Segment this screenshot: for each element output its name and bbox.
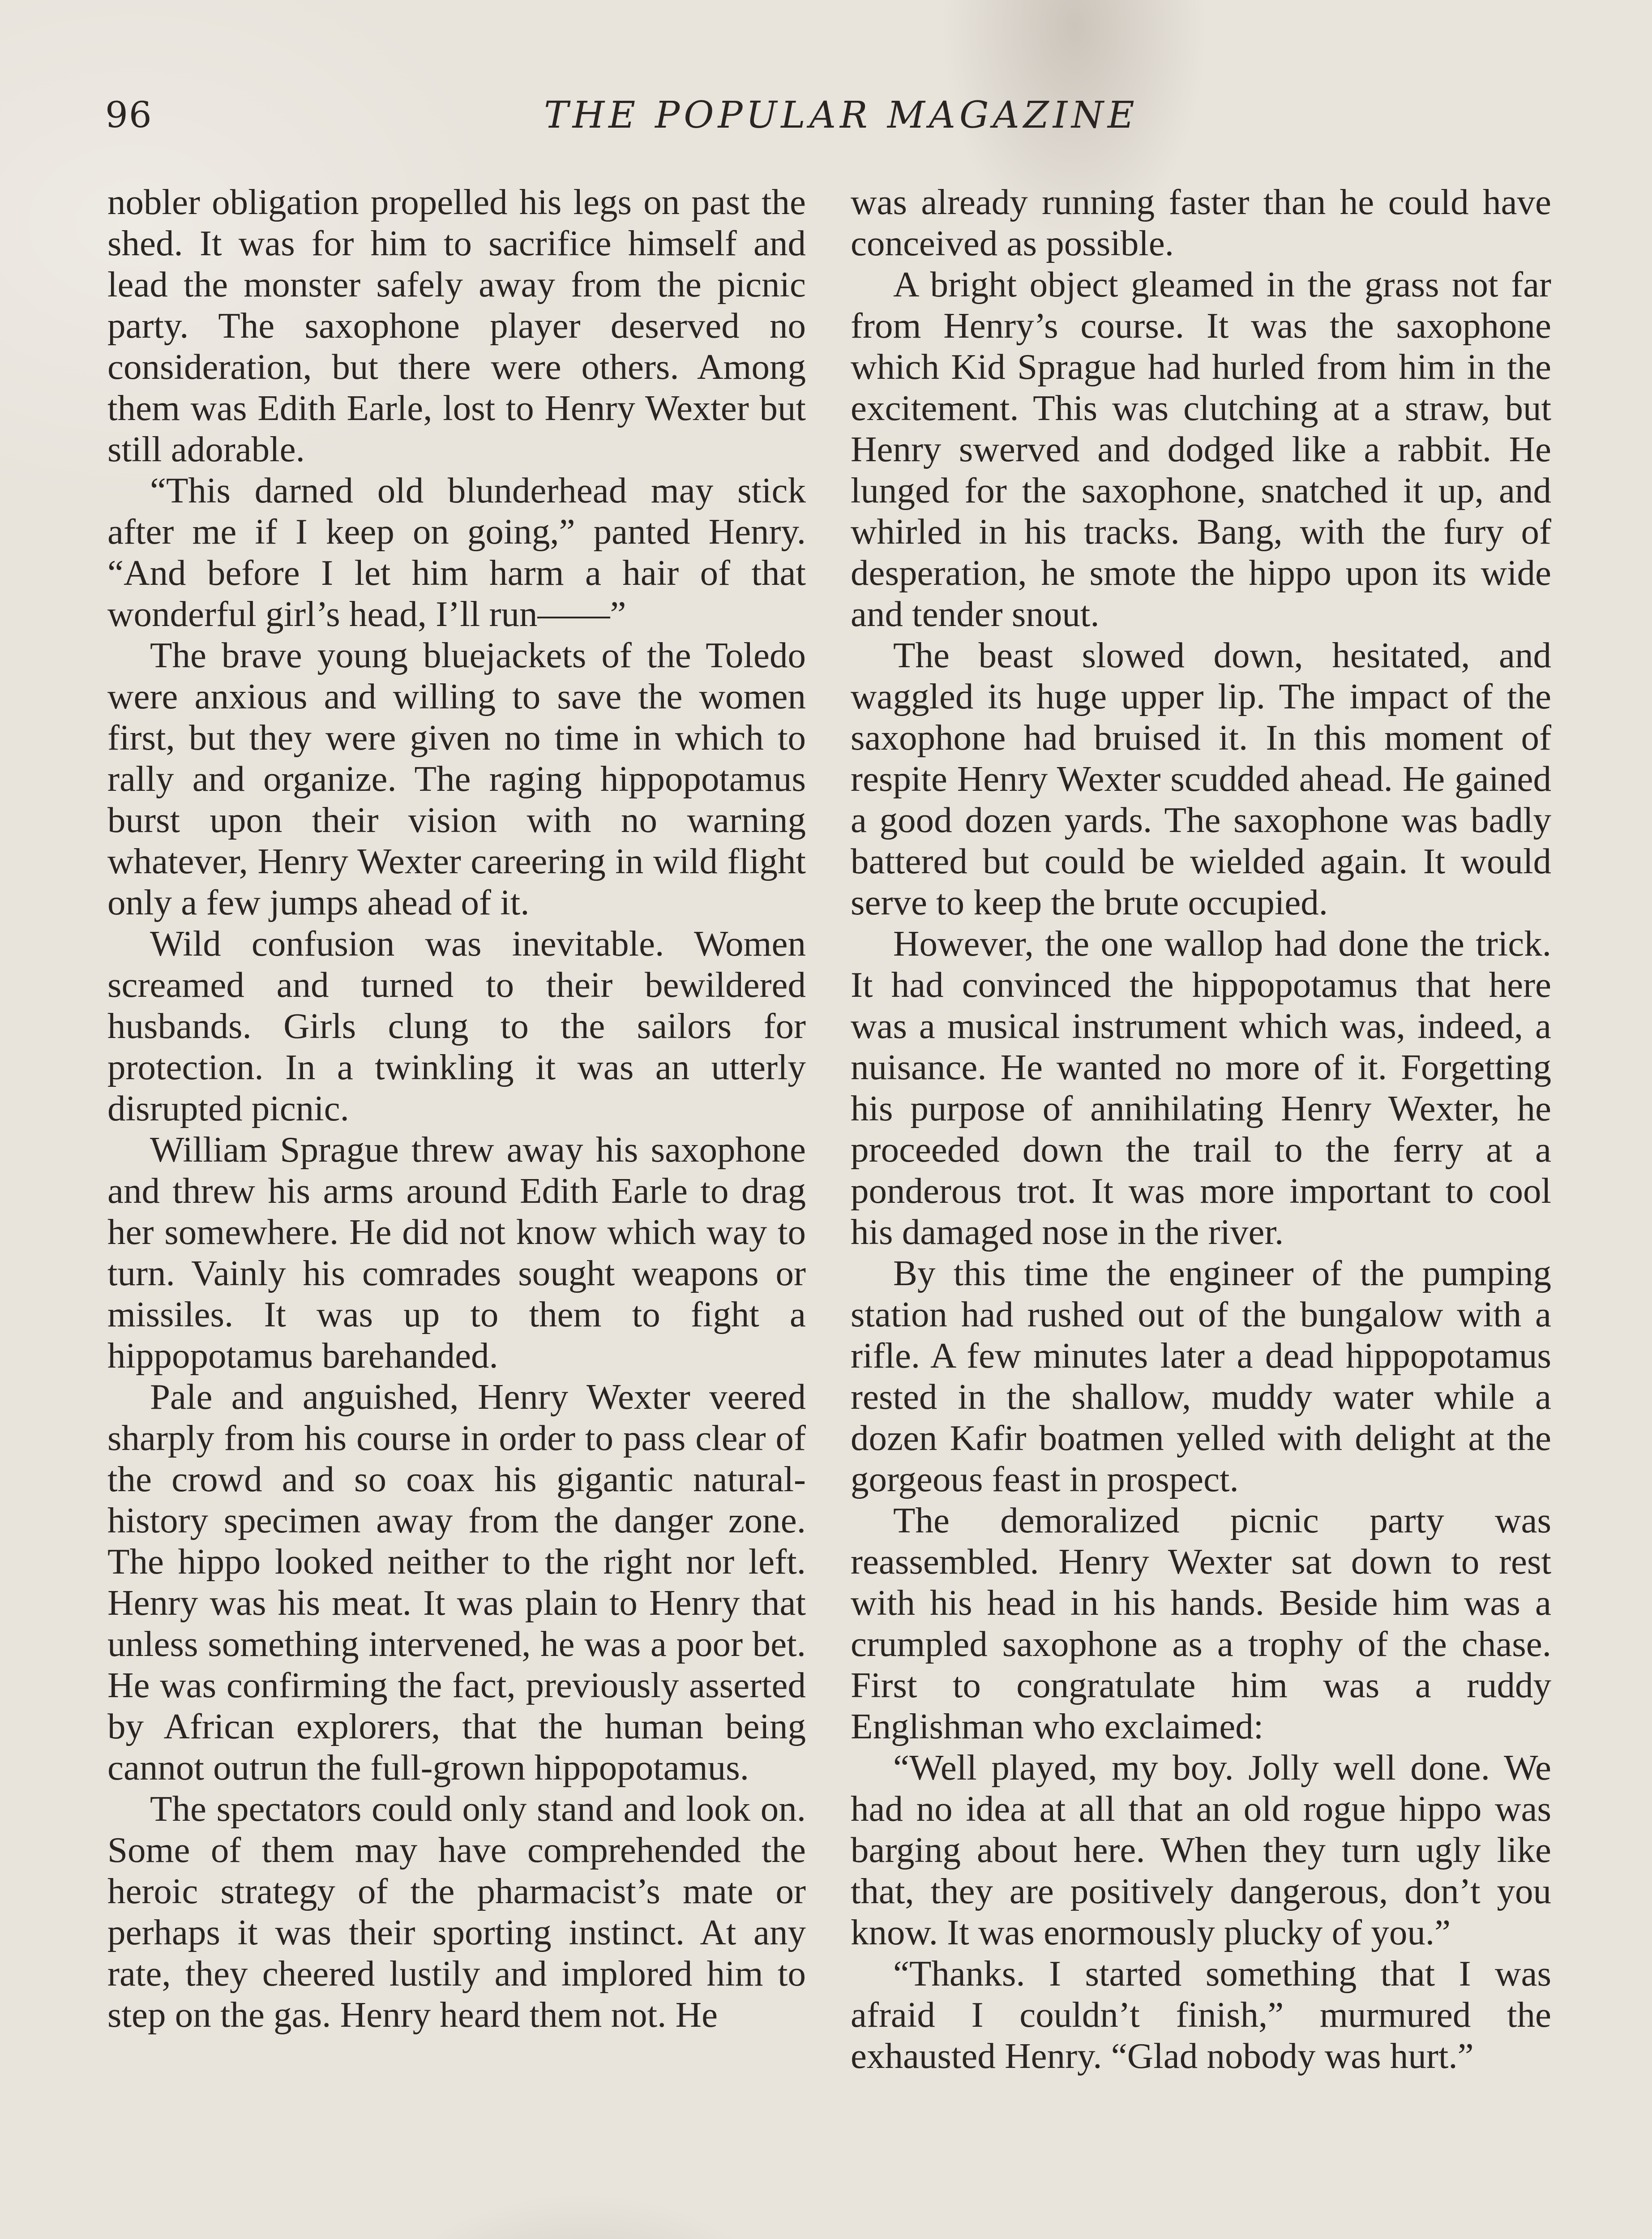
paragraph: nobler obligation propelled his legs on past the shed. It was for him to sacrifice himself and lead the monster safely away from the picnic party. The saxophone player deserved no consideration, but there were others. Among them was Edith Earle, lost to Henry Wexter but still adorable. [107,182,806,469]
paragraph: The demoralized picnic party was reassembled. Henry Wexter sat down to rest with his head in his hands. Beside him was a crumpled saxophone as a trophy of the chase. First to congratulate him was a ruddy Englishman who exclaimed: [851,1500,1551,1746]
paragraph: William Sprague threw away his saxophone and threw his arms around Edith Earle to drag her somewhere. He did not know which way to turn. Vainly his comrades sought weapons or missiles. It was up to them to fight a hippopotamus barehanded. [107,1129,806,1376]
left-column [107,181,806,2035]
page-number: 96 [105,94,153,136]
paragraph: was already running faster than he could have conceived as possible. [851,182,1551,263]
paragraph: Wild confusion was inevitable. Women screamed and turned to their bewildered husbands. Girls clung to the sailors for protection. In a twinkling it was an utterly disrupted picnic. [107,923,806,1128]
paragraph: The spectators could only stand and look on. Some of them may have comprehended the heroic strategy of the pharmacist’s mate or perhaps it was their sporting instinct. At any rate, they cheered lustily and implored him to step on the gas. Henry heard them not. He [107,1789,806,2035]
magazine-title: THE POPULAR MAGAZINE [544,94,1138,137]
paragraph: “This darned old blunderhead may stick after me if I keep on going,” panted Henry. “And before I let him harm a hair of that wonderful girl’s head, I’ll run——” [107,470,806,634]
paragraph: “Thanks. I started something that I was afraid I couldn’t finish,” murmured the exhausted Henry. “Glad nobody was hurt.” [851,1953,1551,2076]
paragraph: The beast slowed down, hesitated, and waggled its huge upper lip. The impact of the saxophone had bruised it. In this moment of respite Henry Wexter scudded ahead. He gained a good dozen yards. The saxophone was badly battered but could be wielded again. It would serve to keep the brute occupied. [851,635,1551,922]
page-header [105,87,1560,154]
right-column [851,181,1551,2076]
paragraph: By this time the engineer of the pumping station had rushed out of the bungalow with a rifle. A few minutes later a dead hippopotamus rested in the shallow, muddy water while a dozen Kafir boatmen yelled with delight at the gorgeous feast in prospect. [851,1253,1551,1499]
paragraph: However, the one wallop had done the trick. It had convinced the hippopotamus that here was a musical instrument which was, indeed, a nuisance. He wanted no more of it. Forgetting his purpose of annihilating Henry Wexter, he proceeded down the trail to the ferry at a ponderous trot. It was more important to cool his damaged nose in the river. [851,923,1551,1252]
paragraph: “Well played, my boy. Jolly well done. We had no idea at all that an old rogue hippo was barging about here. When they turn ugly like that, they are positively dangerous, don’t you know. It was enormously plucky of you.” [851,1747,1551,1952]
paragraph: Pale and anguished, Henry Wexter veered sharply from his course in order to pass clear of the crowd and so coax his gigantic natural-history specimen away from the danger zone. The hippo looked neither to the right nor left. Henry was his meat. It was plain to Henry that unless something intervened, he was a poor bet. He was confirming the fact, previously asserted by African explorers, that the human being cannot outrun the full-grown hippopotamus. [107,1377,806,1788]
paragraph: A bright object gleamed in the grass not far from Henry’s course. It was the saxophone which Kid Sprague had hurled from him in the excitement. This was clutching at a straw, but Henry swerved and dodged like a rabbit. He lunged for the saxophone, snatched it up, and whirled in his tracks. Bang, with the fury of desperation, he smote the hippo upon its wide and tender snout. [851,264,1551,634]
paragraph: The brave young bluejackets of the Toledo were anxious and willing to save the women first, but they were given no time in which to rally and organize. The raging hippopotamus burst upon their vision with no warning whatever, Henry Wexter careering in wild flight only a few jumps ahead of it. [107,635,806,922]
